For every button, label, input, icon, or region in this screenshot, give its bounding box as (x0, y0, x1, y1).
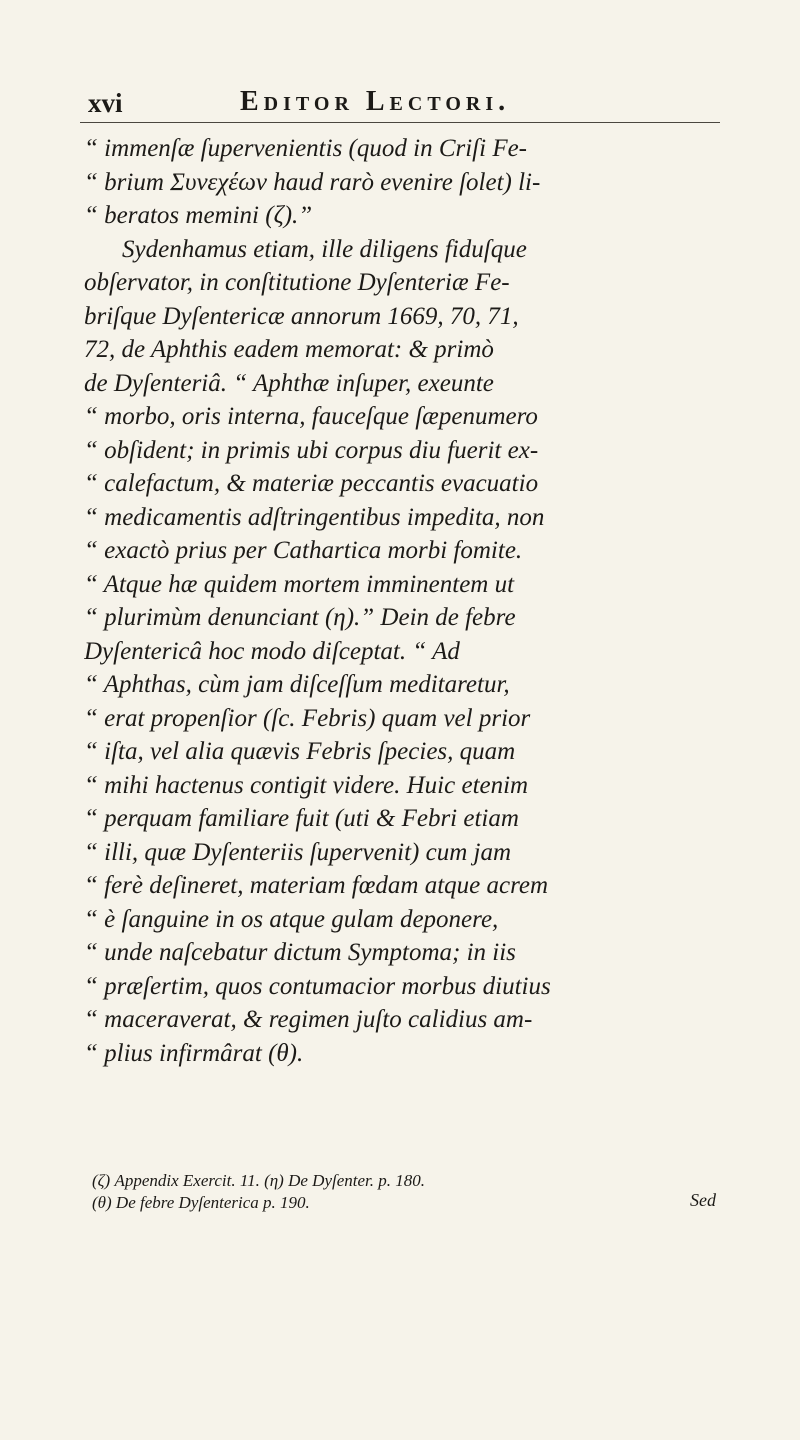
text-line: 72, de Aphthis eadem memorat: & primò (84, 336, 494, 363)
text-line: “ obſident; in primis ubi corpus diu fuerit ex- (84, 436, 539, 464)
text-line: “ perquam familiare fuit (uti & Febri etiam (84, 805, 519, 832)
text-line: “ beratos memini (ζ).” (84, 202, 313, 229)
text-line: “ maceraverat, & regimen juſto calidius am- (84, 1006, 533, 1033)
text-line: “ unde naſcebatur dictum Symptoma; in iis (84, 939, 516, 966)
text-line: “ calefactum, & materiæ peccantis evacuatio (84, 470, 539, 497)
footnote: (ζ) Appendix Exercit. 11. (η) De Dyſenter. p. 180. (92, 1171, 426, 1190)
footnotes (92, 1170, 732, 1214)
text-line: “ brium Συνεχέων haud rarò evenire ſolet) li- (84, 168, 541, 196)
text-line: briſque Dyſentericæ annorum 1669, 70, 71, (84, 302, 519, 330)
running-head: Editor Lectori. (240, 86, 511, 117)
text-line: “ è ſanguine in os atque gulam deponere, (84, 905, 499, 933)
text-line: de Dyſenteriâ. “ Aphthæ inſuper, exeunte (84, 369, 494, 397)
text-line: “ Atque hæ quidem mortem imminentem ut (84, 570, 515, 598)
text-line: “ iſta, vel alia quævis Febris ſpecies, quam (84, 738, 516, 765)
text-line: “ præſertim, quos contumacior morbus diutius (84, 972, 551, 1000)
text-line: “ Aphthas, cùm jam diſceſſum meditaretur, (84, 671, 510, 698)
page-number: xvi (88, 88, 123, 118)
text-line: “ mihi hactenus contigit videre. Huic etenim (84, 771, 529, 799)
catchword: Sed (690, 1190, 716, 1210)
text-line: “ medicamentis adſtringentibus impedita, non (84, 503, 545, 531)
text-line: “ plurimùm denunciant (η).” Dein de febre (84, 604, 516, 631)
text-line: “ morbo, oris interna, fauceſque ſæpenumero (84, 403, 538, 430)
body-text (84, 132, 724, 1070)
text-line: “ exactò prius per Cathartica morbi fomite. (84, 537, 523, 564)
text-line: Sydenhamus etiam, ille diligens fiduſque (122, 235, 527, 263)
text-line: obſervator, in conſtitutione Dyſenteriæ Fe- (84, 269, 510, 296)
text-line: “ erat propenſior (ſc. Febris) quam vel prior (84, 704, 531, 732)
text-line: “ ferè deſineret, materiam fœdam atque acrem (84, 872, 549, 899)
text-line: “ illi, quæ Dyſenteriis ſupervenit) cum jam (84, 838, 512, 866)
text-line: “ plius infirmârat (θ). (84, 1039, 304, 1067)
footnote: (θ) De febre Dyſenterica p. 190. (92, 1193, 310, 1212)
page-header (80, 86, 720, 123)
text-line: “ immenſæ ſupervenientis (quod in Criſi Fe- (84, 135, 528, 162)
text-line: Dyſentericâ hoc modo diſceptat. “ Ad (84, 637, 460, 665)
